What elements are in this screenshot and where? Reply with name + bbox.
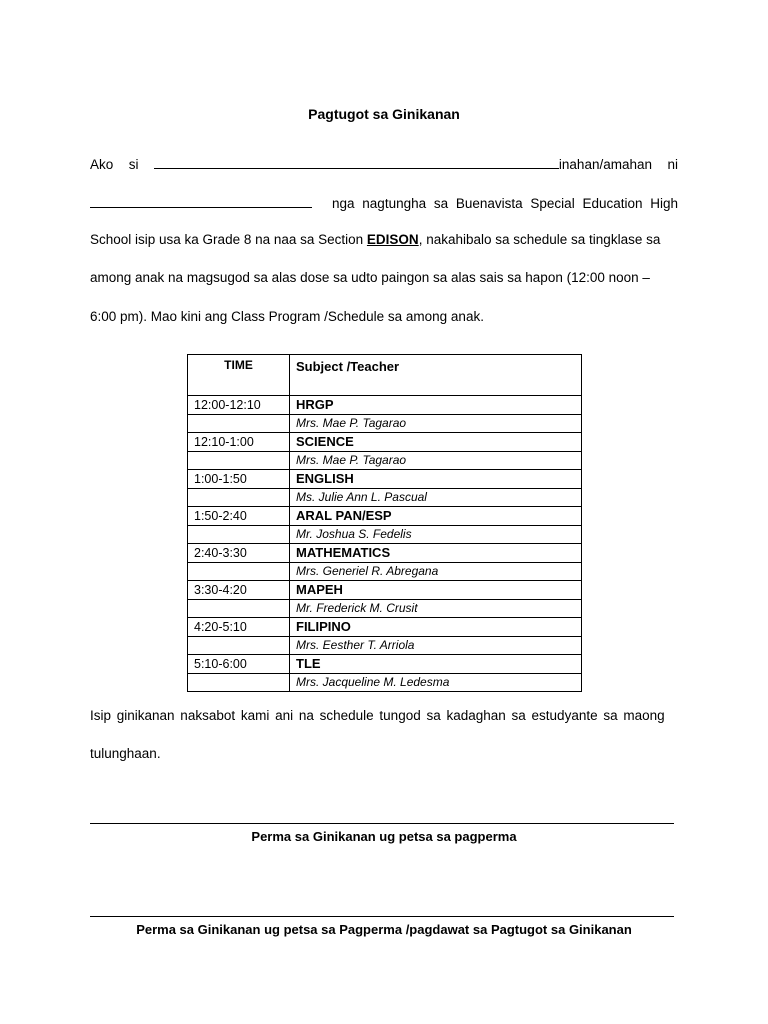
- subject-cell: ENGLISH: [290, 470, 582, 489]
- table-header-row: [188, 355, 582, 396]
- schedule-subject-row: [188, 544, 582, 563]
- schedule-teacher-row: [188, 414, 582, 433]
- schedule-teacher-row: [188, 451, 582, 470]
- parent-name-blank[interactable]: [154, 156, 559, 169]
- schedule-teacher-row: [188, 562, 582, 581]
- section-name: EDISON: [366, 232, 419, 247]
- subject-cell: MAPEH: [290, 581, 582, 600]
- closing-text: tulunghaan.: [90, 746, 161, 761]
- schedule-teacher-row: [188, 525, 582, 544]
- empty-time-cell: [188, 673, 290, 692]
- teacher-cell: Mrs. Mae P. Tagarao: [290, 451, 582, 470]
- closing-text: Isip ginikanan naksabot kami ani na schedule tungod sa kadaghan sa estudyante sa maong: [90, 708, 665, 723]
- intro-line-3: [90, 232, 678, 247]
- intro-text: nga nagtungha sa Buenavista Special Education High: [332, 196, 678, 211]
- closing-line-1: [90, 708, 678, 723]
- header-time: TIME: [188, 355, 290, 396]
- empty-time-cell: [188, 636, 290, 655]
- schedule-subject-row: [188, 396, 582, 415]
- intro-text: 6:00 pm). Mao kini ang Class Program /Schedule sa among anak.: [90, 309, 484, 324]
- intro-line-4: [90, 270, 678, 285]
- intro-text: inahan/amahan: [558, 157, 652, 172]
- intro-line-1: [90, 156, 678, 172]
- subject-cell: ARAL PAN/ESP: [290, 507, 582, 526]
- schedule-subject-row: [188, 433, 582, 452]
- intro-text: si: [128, 157, 139, 172]
- teacher-cell: Mrs. Generiel R. Abregana: [290, 562, 582, 581]
- schedule-subject-row: [188, 618, 582, 637]
- intro-line-2: [90, 195, 678, 211]
- schedule-table: [187, 354, 582, 692]
- time-cell: 12:10-1:00: [188, 433, 290, 452]
- time-cell: 2:40-3:30: [188, 544, 290, 563]
- teacher-cell: Mrs. Mae P. Tagarao: [290, 414, 582, 433]
- intro-text: ni: [667, 157, 678, 172]
- schedule-teacher-row: [188, 599, 582, 618]
- teacher-cell: Mrs. Jacqueline M. Ledesma: [290, 673, 582, 692]
- time-cell: 5:10-6:00: [188, 655, 290, 674]
- document-title: Pagtugot sa Ginikanan: [308, 106, 460, 122]
- subject-cell: FILIPINO: [290, 618, 582, 637]
- teacher-cell: Mr. Frederick M. Crusit: [290, 599, 582, 618]
- student-name-blank[interactable]: [90, 195, 312, 208]
- teacher-cell: Mr. Joshua S. Fedelis: [290, 525, 582, 544]
- subject-cell: TLE: [290, 655, 582, 674]
- schedule-subject-row: [188, 470, 582, 489]
- schedule-teacher-row: [188, 636, 582, 655]
- empty-time-cell: [188, 599, 290, 618]
- intro-text: among anak na magsugod sa alas dose sa udto paingon sa alas sais sa hapon (12:00 noon –: [90, 270, 650, 285]
- time-cell: 1:00-1:50: [188, 470, 290, 489]
- time-cell: 3:30-4:20: [188, 581, 290, 600]
- signature-line-1[interactable]: [90, 823, 674, 824]
- intro-text: School isip usa ka Grade 8 na naa sa Section: [90, 232, 367, 247]
- time-cell: 1:50-2:40: [188, 507, 290, 526]
- intro-text: , nakahibalo sa schedule sa tingklase sa: [418, 232, 661, 247]
- signature-label-2: Perma sa Ginikanan ug petsa sa Pagperma /pagdawat sa Pagtugot sa Ginikanan: [136, 922, 632, 937]
- subject-cell: MATHEMATICS: [290, 544, 582, 563]
- signature-line-2[interactable]: [90, 916, 674, 917]
- intro-line-5: [90, 309, 678, 324]
- schedule-teacher-row: [188, 673, 582, 692]
- intro-text: Ako: [90, 157, 114, 172]
- subject-cell: SCIENCE: [290, 433, 582, 452]
- time-cell: 4:20-5:10: [188, 618, 290, 637]
- schedule-subject-row: [188, 507, 582, 526]
- teacher-cell: Ms. Julie Ann L. Pascual: [290, 488, 582, 507]
- header-subject-teacher: Subject /Teacher: [290, 355, 582, 396]
- empty-time-cell: [188, 525, 290, 544]
- schedule-teacher-row: [188, 488, 582, 507]
- time-cell: 12:00-12:10: [188, 396, 290, 415]
- teacher-cell: Mrs. Eesther T. Arriola: [290, 636, 582, 655]
- signature-label-1: Perma sa Ginikanan ug petsa sa pagperma: [251, 829, 517, 844]
- subject-cell: HRGP: [290, 396, 582, 415]
- schedule-subject-row: [188, 581, 582, 600]
- schedule-subject-row: [188, 655, 582, 674]
- closing-line-2: [90, 746, 678, 761]
- empty-time-cell: [188, 562, 290, 581]
- empty-time-cell: [188, 414, 290, 433]
- empty-time-cell: [188, 488, 290, 507]
- empty-time-cell: [188, 451, 290, 470]
